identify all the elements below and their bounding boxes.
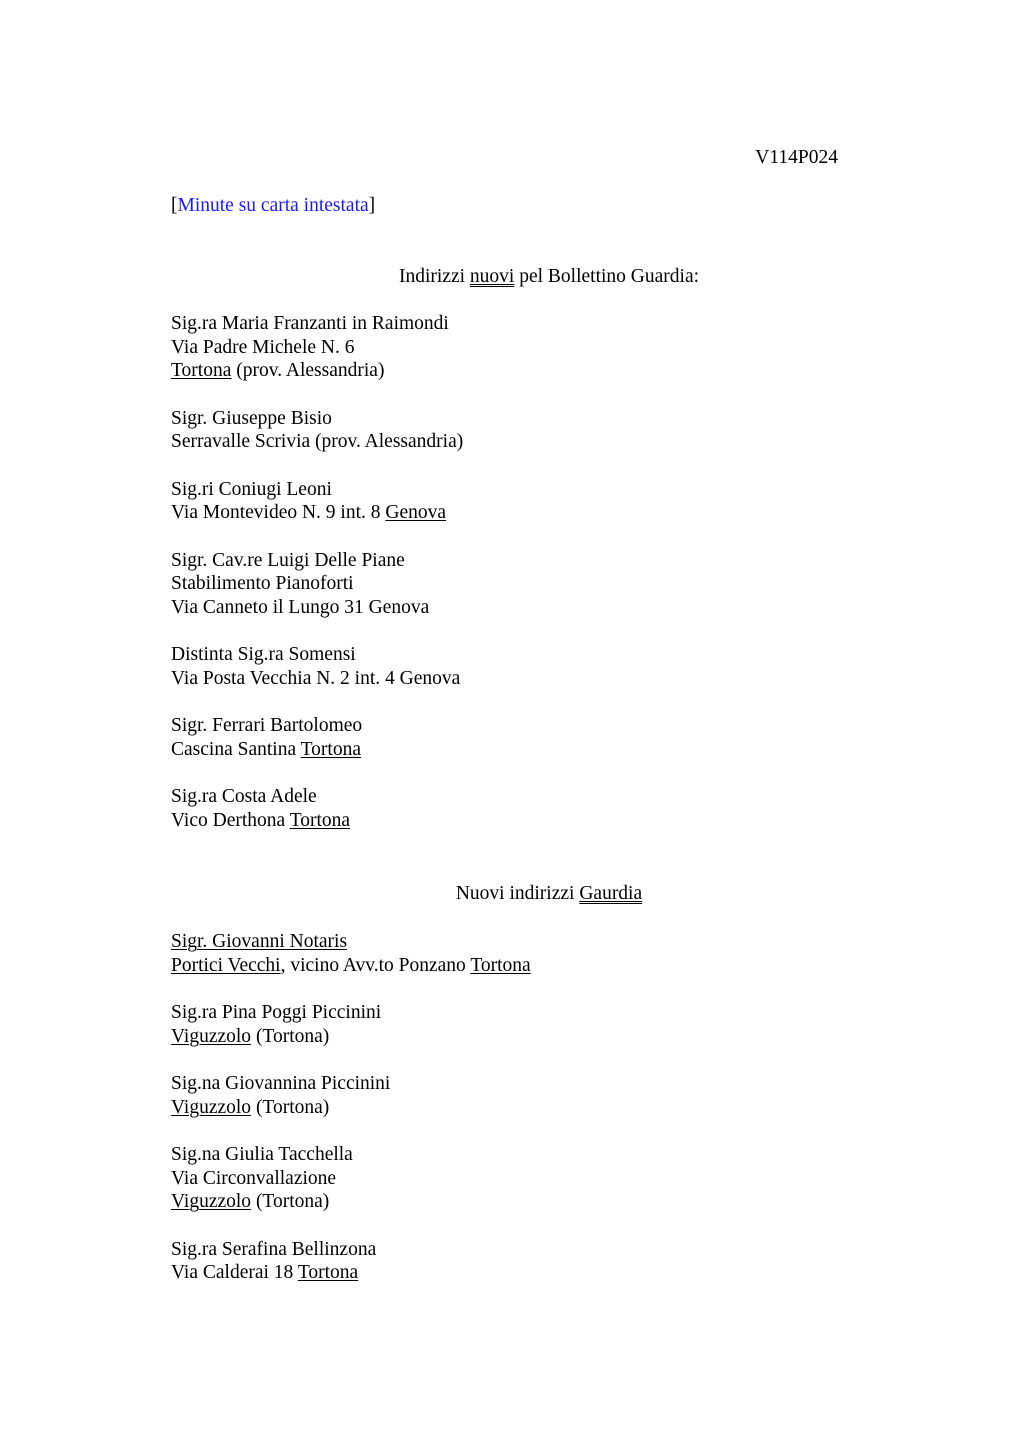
address-line: Sig.ri Coniugi Leoni [171,478,332,500]
section-1-entries [171,312,851,856]
address-entry [171,1072,851,1119]
section-2-heading [171,882,927,906]
recipient-name: Sigr. Giovanni Notaris [171,931,348,952]
address-line: Via Posta Vecchia N. 2 int. 4 Genova [171,668,461,690]
address-text: , vicino Avv.to Ponzano [280,954,471,976]
address-line: Sig.na Giulia Tacchella [171,1144,353,1165]
address-line [171,1025,851,1049]
editorial-note [171,194,375,218]
section-1-heading-after: pel Bollettino Guardia: [514,266,700,287]
address-line [171,1190,851,1214]
address-entry [171,549,851,620]
city-name: Tortona [297,1262,359,1284]
address-entry [171,1143,851,1214]
address-text: Via Montevideo N. 9 int. 8 [171,502,386,524]
address-line: Via Padre Michele N. 6 [171,336,355,358]
section-1-heading [171,265,927,289]
section-2-heading-underlined: Gaurdia [579,883,643,904]
address-line: Distinta Sig.ra Somensi [171,644,356,666]
address-line [171,930,851,954]
note-close-bracket: ] [368,195,376,216]
address-line: Sig.ra Serafina Bellinzona [171,1238,377,1260]
note-open-bracket: [ [171,195,178,216]
address-line: Sig.ra Costa Adele [171,786,317,808]
address-line: Sig.ra Maria Franzanti in Raimondi [171,313,449,334]
address-line: Sigr. Giuseppe Bisio [171,407,332,429]
address-line: Sig.na Giovannina Piccinini [171,1073,391,1094]
address-line [171,359,851,383]
address-line: Sig.ra Pina Poggi Piccinini [171,1002,382,1023]
city-name: Tortona [300,739,361,761]
address-line [171,1261,851,1285]
address-entry [171,714,851,761]
address-text: (Tortona) [251,1096,330,1118]
address-entry [171,785,851,832]
address-text: Cascina Santina [171,739,301,761]
address-line: Serravalle Scrivia (prov. Alessandria) [171,431,464,453]
address-line: Stabilimento Pianoforti [171,573,354,595]
city-name: Viguzzolo [171,1096,252,1118]
city-name: Viguzzolo [171,1025,252,1047]
address-line: Via Circonvallazione [171,1167,337,1189]
address-line [171,809,851,833]
city-name: Genova [385,502,447,524]
address-line [171,738,851,762]
section-1-heading-underlined: nuovi [469,266,515,287]
address-entry [171,1238,851,1285]
address-text: (prov. Alessandria) [231,360,385,382]
section-2-entries [171,930,851,1309]
address-line: Sigr. Ferrari Bartolomeo [171,715,363,737]
note-text: Minute su carta intestata [177,195,369,216]
place-name: Portici Vecchi [171,954,281,976]
address-line [171,501,851,525]
address-text: Vico Derthona [171,810,290,832]
address-line: Via Canneto il Lungo 31 Genova [171,597,430,619]
address-line [171,1096,851,1120]
address-text: (Tortona) [251,1025,330,1047]
city-name: Viguzzolo [171,1191,252,1213]
address-entry [171,478,851,525]
address-entry [171,407,851,454]
city-name: Tortona [171,360,232,382]
section-1-heading-before: Indirizzi [398,266,470,287]
address-entry [171,1001,851,1048]
city-name: Tortona [470,954,531,976]
address-entry [171,930,851,977]
address-entry [171,643,851,690]
address-text: Via Calderai 18 [171,1262,298,1284]
section-2-heading-before: Nuovi indirizzi [455,883,580,904]
address-text: (Tortona) [251,1191,330,1213]
address-line [171,954,851,978]
document-reference: V114P024 [755,147,838,168]
city-name: Tortona [289,810,351,832]
address-line: Sigr. Cav.re Luigi Delle Piane [171,549,405,571]
address-entry [171,312,851,383]
